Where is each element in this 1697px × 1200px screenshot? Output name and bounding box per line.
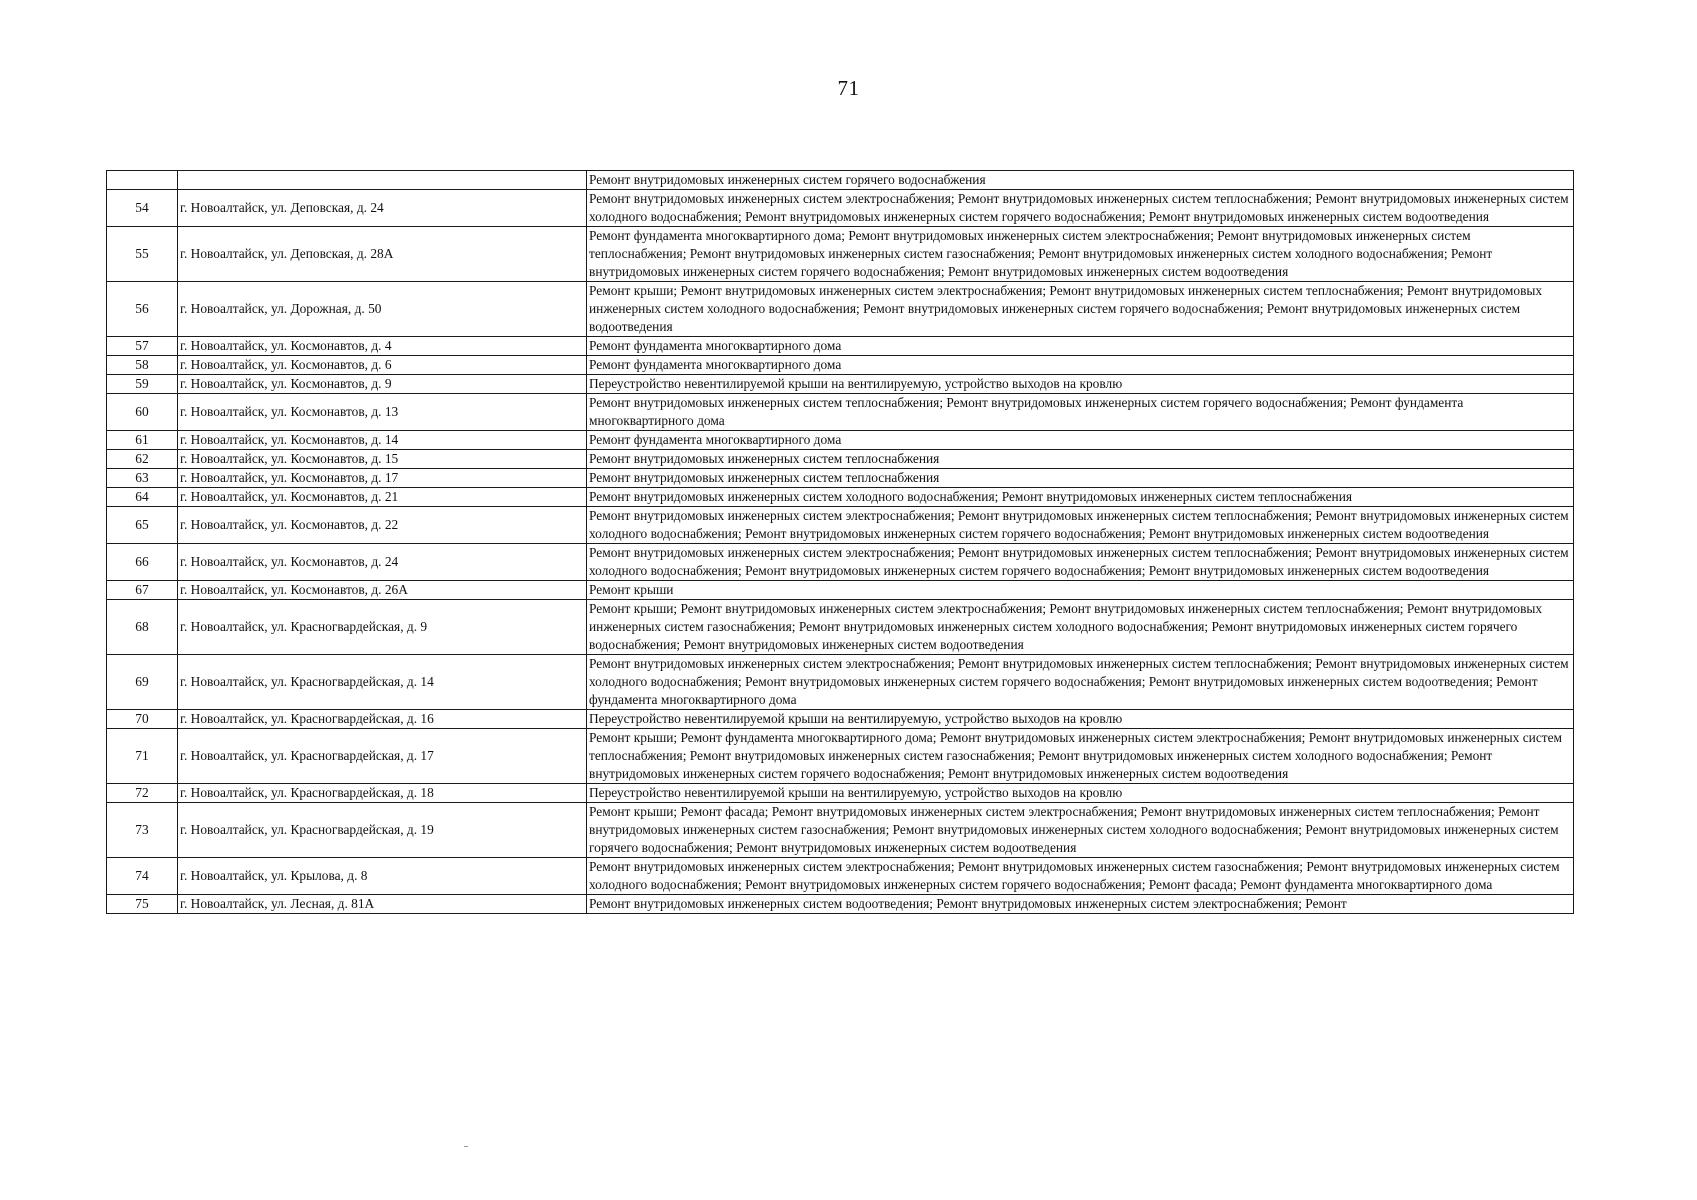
works-cell: Ремонт фундамента многоквартирного дома (587, 431, 1574, 450)
works-cell: Переустройство невентилируемой крыши на вентилируемую, устройство выходов на кровлю (587, 710, 1574, 729)
table-row (107, 895, 1574, 914)
works-cell: Ремонт внутридомовых инженерных систем электроснабжения; Ремонт внутридомовых инженерных систем теплоснабжения; Ремонт внутридомовых инженерных систем холодного водоснабжения; Ремонт внутридомовых инженерных систем горячего водоснабжения; Ремонт внутридомовых инженерных систем водоотведения; Ремонт фундамента многоквартирного дома (587, 655, 1574, 710)
row-number-cell: 60 (107, 394, 178, 431)
address-cell: г. Новоалтайск, ул. Дорожная, д. 50 (178, 282, 587, 337)
table-row (107, 710, 1574, 729)
address-cell: г. Новоалтайск, ул. Космонавтов, д. 24 (178, 544, 587, 581)
table-row (107, 784, 1574, 803)
works-cell: Ремонт внутридомовых инженерных систем теплоснабжения (587, 469, 1574, 488)
row-number-cell: 64 (107, 488, 178, 507)
table-row (107, 729, 1574, 784)
table-row (107, 394, 1574, 431)
table-row (107, 803, 1574, 858)
works-cell: Ремонт фундамента многоквартирного дома; Ремонт внутридомовых инженерных систем электроснабжения; Ремонт внутридомовых инженерных систем теплоснабжения; Ремонт внутридомовых инженерных систем газоснабжения; Ремонт внутридомовых инженерных систем холодного водоснабжения; Ремонт внутридомовых инженерных систем горячего водоснабжения; Ремонт внутридомовых инженерных систем водоотведения (587, 227, 1574, 282)
row-number-cell: 62 (107, 450, 178, 469)
address-cell: г. Новоалтайск, ул. Космонавтов, д. 15 (178, 450, 587, 469)
works-cell: Ремонт внутридомовых инженерных систем водоотведения; Ремонт внутридомовых инженерных систем электроснабжения; Ремонт (587, 895, 1574, 914)
works-cell: Ремонт крыши; Ремонт фасада; Ремонт внутридомовых инженерных систем электроснабжения; Ремонт внутридомовых инженерных систем теплоснабжения; Ремонт внутридомовых инженерных систем газоснабжения; Ремонт внутридомовых инженерных систем холодного водоснабжения; Ремонт внутридомовых инженерных систем горячего водоснабжения; Ремонт внутридомовых инженерных систем водоотведения (587, 803, 1574, 858)
row-number-cell: 68 (107, 600, 178, 655)
works-cell: Ремонт внутридомовых инженерных систем теплоснабжения; Ремонт внутридомовых инженерных систем горячего водоснабжения; Ремонт фундамента многоквартирного дома (587, 394, 1574, 431)
row-number-cell: 73 (107, 803, 178, 858)
address-cell: г. Новоалтайск, ул. Космонавтов, д. 22 (178, 507, 587, 544)
works-cell: Ремонт крыши; Ремонт внутридомовых инженерных систем электроснабжения; Ремонт внутридомовых инженерных систем теплоснабжения; Ремонт внутридомовых инженерных систем газоснабжения; Ремонт внутридомовых инженерных систем холодного водоснабжения; Ремонт внутридомовых инженерных систем горячего водоснабжения; Ремонт внутридомовых инженерных систем водоотведения (587, 600, 1574, 655)
works-cell: Ремонт внутридомовых инженерных систем электроснабжения; Ремонт внутридомовых инженерных систем теплоснабжения; Ремонт внутридомовых инженерных систем холодного водоснабжения; Ремонт внутридомовых инженерных систем горячего водоснабжения; Ремонт внутридомовых инженерных систем водоотведения (587, 190, 1574, 227)
table-row (107, 337, 1574, 356)
address-cell (178, 171, 587, 190)
table-body (107, 171, 1574, 914)
address-cell: г. Новоалтайск, ул. Крылова, д. 8 (178, 858, 587, 895)
works-cell: Ремонт крыши (587, 581, 1574, 600)
works-cell: Ремонт внутридомовых инженерных систем теплоснабжения (587, 450, 1574, 469)
table-row (107, 282, 1574, 337)
page-number: 71 (837, 76, 860, 100)
address-cell: г. Новоалтайск, ул. Космонавтов, д. 9 (178, 375, 587, 394)
table-row (107, 469, 1574, 488)
works-cell: Ремонт внутридомовых инженерных систем электроснабжения; Ремонт внутридомовых инженерных систем теплоснабжения; Ремонт внутридомовых инженерных систем холодного водоснабжения; Ремонт внутридомовых инженерных систем горячего водоснабжения; Ремонт внутридомовых инженерных систем водоотведения (587, 544, 1574, 581)
row-number-cell: 56 (107, 282, 178, 337)
table-row (107, 488, 1574, 507)
address-cell: г. Новоалтайск, ул. Деповская, д. 24 (178, 190, 587, 227)
scan-speck (464, 1146, 468, 1147)
address-cell: г. Новоалтайск, ул. Красногвардейская, д. 14 (178, 655, 587, 710)
works-cell: Ремонт фундамента многоквартирного дома (587, 337, 1574, 356)
table-row (107, 507, 1574, 544)
row-number-cell: 65 (107, 507, 178, 544)
row-number-cell: 55 (107, 227, 178, 282)
works-cell: Ремонт внутридомовых инженерных систем холодного водоснабжения; Ремонт внутридомовых инженерных систем теплоснабжения (587, 488, 1574, 507)
address-cell: г. Новоалтайск, ул. Космонавтов, д. 26А (178, 581, 587, 600)
table-row (107, 431, 1574, 450)
address-cell: г. Новоалтайск, ул. Космонавтов, д. 4 (178, 337, 587, 356)
row-number-cell: 63 (107, 469, 178, 488)
table-row (107, 858, 1574, 895)
table-row (107, 450, 1574, 469)
row-number-cell: 58 (107, 356, 178, 375)
row-number-cell: 54 (107, 190, 178, 227)
address-cell: г. Новоалтайск, ул. Космонавтов, д. 13 (178, 394, 587, 431)
table-row (107, 655, 1574, 710)
works-cell: Ремонт внутридомовых инженерных систем горячего водоснабжения (587, 171, 1574, 190)
address-cell: г. Новоалтайск, ул. Красногвардейская, д. 18 (178, 784, 587, 803)
table-row (107, 190, 1574, 227)
row-number-cell: 69 (107, 655, 178, 710)
table-row (107, 600, 1574, 655)
address-cell: г. Новоалтайск, ул. Красногвардейская, д. 19 (178, 803, 587, 858)
row-number-cell: 66 (107, 544, 178, 581)
row-number-cell: 59 (107, 375, 178, 394)
row-number-cell: 75 (107, 895, 178, 914)
address-cell: г. Новоалтайск, ул. Космонавтов, д. 21 (178, 488, 587, 507)
address-cell: г. Новоалтайск, ул. Лесная, д. 81А (178, 895, 587, 914)
row-number-cell: 70 (107, 710, 178, 729)
works-cell: Ремонт внутридомовых инженерных систем электроснабжения; Ремонт внутридомовых инженерных систем газоснабжения; Ремонт внутридомовых инженерных систем холодного водоснабжения; Ремонт внутридомовых инженерных систем горячего водоснабжения; Ремонт фасада; Ремонт фундамента многоквартирного дома (587, 858, 1574, 895)
repair-works-table (106, 170, 1574, 914)
works-cell: Переустройство невентилируемой крыши на вентилируемую, устройство выходов на кровлю (587, 375, 1574, 394)
address-cell: г. Новоалтайск, ул. Космонавтов, д. 6 (178, 356, 587, 375)
row-number-cell: 71 (107, 729, 178, 784)
address-cell: г. Новоалтайск, ул. Деповская, д. 28А (178, 227, 587, 282)
address-cell: г. Новоалтайск, ул. Красногвардейская, д. 17 (178, 729, 587, 784)
table-row (107, 581, 1574, 600)
table-row-continuation (107, 171, 1574, 190)
row-number-cell: 67 (107, 581, 178, 600)
table-row (107, 375, 1574, 394)
row-number-cell (107, 171, 178, 190)
row-number-cell: 61 (107, 431, 178, 450)
works-cell: Ремонт внутридомовых инженерных систем электроснабжения; Ремонт внутридомовых инженерных систем теплоснабжения; Ремонт внутридомовых инженерных систем холодного водоснабжения; Ремонт внутридомовых инженерных систем горячего водоснабжения; Ремонт внутридомовых инженерных систем водоотведения (587, 507, 1574, 544)
address-cell: г. Новоалтайск, ул. Красногвардейская, д. 9 (178, 600, 587, 655)
address-cell: г. Новоалтайск, ул. Космонавтов, д. 17 (178, 469, 587, 488)
works-cell: Ремонт крыши; Ремонт внутридомовых инженерных систем электроснабжения; Ремонт внутридомовых инженерных систем теплоснабжения; Ремонт внутридомовых инженерных систем холодного водоснабжения; Ремонт внутридомовых инженерных систем горячего водоснабжения; Ремонт внутридомовых инженерных систем водоотведения (587, 282, 1574, 337)
row-number-cell: 74 (107, 858, 178, 895)
address-cell: г. Новоалтайск, ул. Красногвардейская, д. 16 (178, 710, 587, 729)
works-cell: Ремонт фундамента многоквартирного дома (587, 356, 1574, 375)
row-number-cell: 72 (107, 784, 178, 803)
table-row (107, 544, 1574, 581)
table-row (107, 227, 1574, 282)
works-cell: Ремонт крыши; Ремонт фундамента многоквартирного дома; Ремонт внутридомовых инженерных систем электроснабжения; Ремонт внутридомовых инженерных систем теплоснабжения; Ремонт внутридомовых инженерных систем газоснабжения; Ремонт внутридомовых инженерных систем холодного водоснабжения; Ремонт внутридомовых инженерных систем горячего водоснабжения; Ремонт внутридомовых инженерных систем водоотведения (587, 729, 1574, 784)
row-number-cell: 57 (107, 337, 178, 356)
address-cell: г. Новоалтайск, ул. Космонавтов, д. 14 (178, 431, 587, 450)
works-cell: Переустройство невентилируемой крыши на вентилируемую, устройство выходов на кровлю (587, 784, 1574, 803)
table-row (107, 356, 1574, 375)
